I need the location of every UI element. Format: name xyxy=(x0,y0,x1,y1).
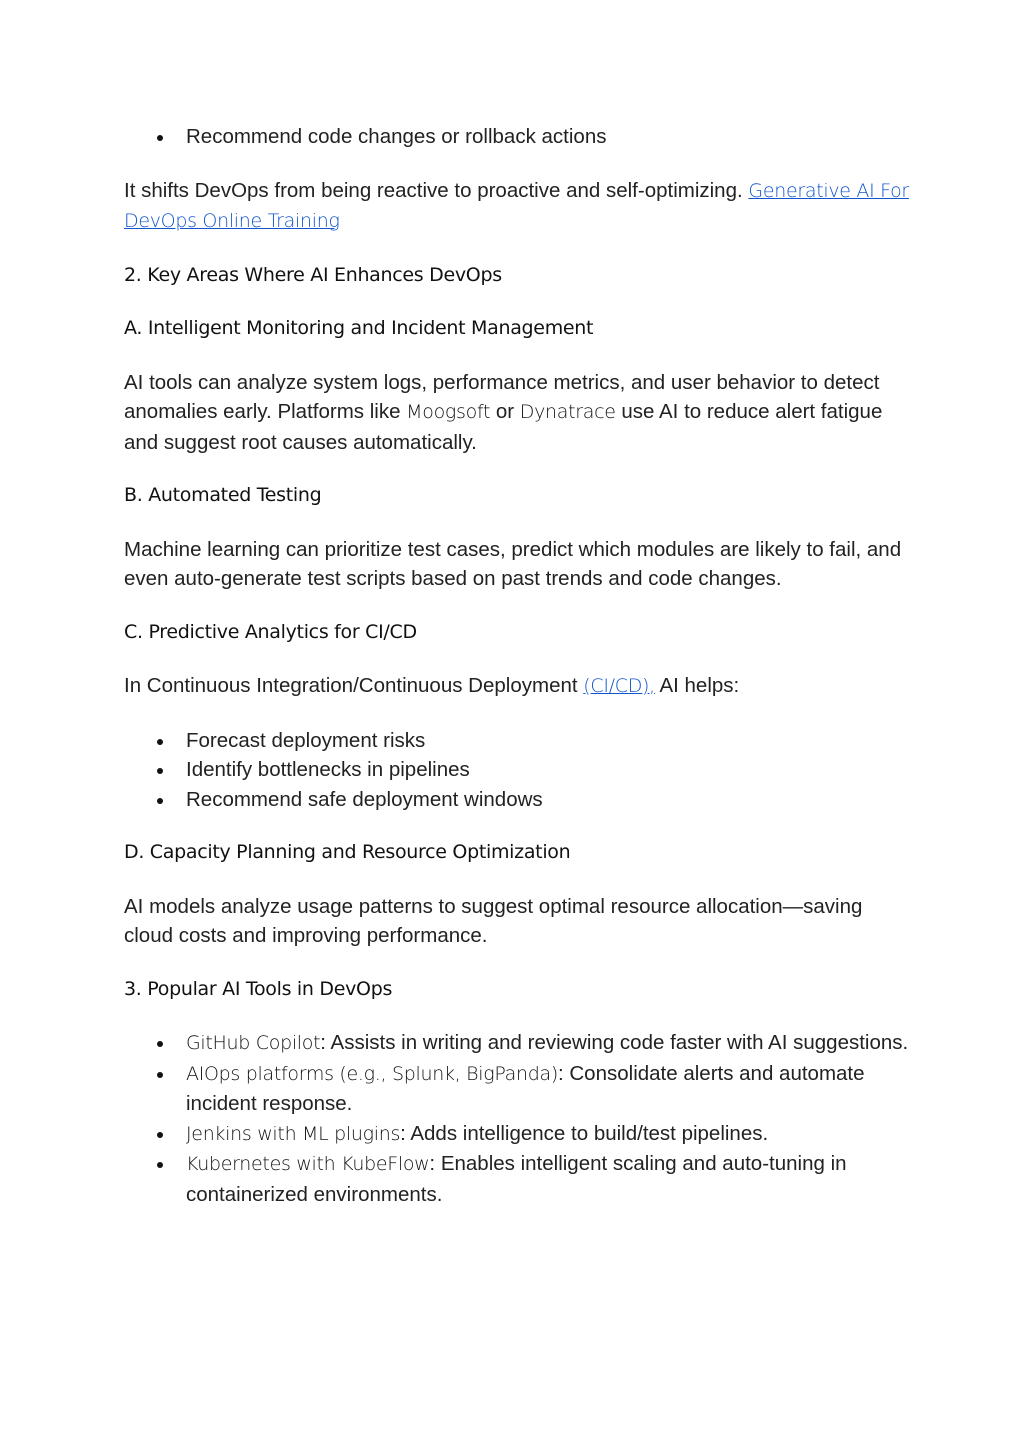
paragraph-text: It shifts DevOps from being reactive to proactive and self-optimizing. xyxy=(124,178,749,202)
section-2a-heading: A. Intelligent Monitoring and Incident Management xyxy=(124,317,594,339)
tool-description: : Assists in writing and reviewing code faster with AI suggestions. xyxy=(320,1031,909,1054)
section-2b-heading: B. Automated Testing xyxy=(124,484,322,506)
paragraph-text: AI tools can analyze system logs, performance metrics, and user behavior to detect anomalies early. Platforms like xyxy=(124,370,880,423)
ci-cd-bullet-list xyxy=(124,726,914,815)
tool-name: Jenkins with ML plugins xyxy=(186,1122,401,1145)
tool-name: GitHub Copilot xyxy=(186,1032,321,1054)
tool-description: : Consolidate alerts and automate incident response. xyxy=(186,1061,865,1115)
training-link[interactable]: Generative AI For DevOps Online Training xyxy=(124,179,909,232)
paragraph-text: In Continuous Integration/Continuous Deployment xyxy=(124,674,584,697)
ci-cd-link[interactable]: (CI/CD), xyxy=(583,675,655,697)
tool-description: : Adds intelligence to build/test pipelines. xyxy=(400,1121,769,1145)
tool-name: Kubernetes with KubeFlow xyxy=(186,1153,430,1175)
section-2d-paragraph: AI models analyze usage patterns to suggest optimal resource allocation—saving cloud costs and improving performance. xyxy=(124,894,863,947)
section-2c-paragraph xyxy=(124,671,914,702)
section-2-heading: 2. Key Areas Where AI Enhances DevOps xyxy=(124,263,502,286)
list-item: Identify bottlenecks in pipelines xyxy=(186,755,914,785)
intro-paragraph xyxy=(124,176,914,237)
section-2c-heading: C. Predictive Analytics for CI/CD xyxy=(124,620,417,643)
section-3-heading: 3. Popular AI Tools in DevOps xyxy=(124,977,393,1000)
section-2a-paragraph xyxy=(124,368,914,458)
section-2b-paragraph: Machine learning can prioritize test cases, predict which modules are likely to fail, and even auto-generate test scripts based on past trends and code changes. xyxy=(124,537,902,590)
ai-tools-bullet-list xyxy=(124,1028,914,1209)
section-2d-heading: D. Capacity Planning and Resource Optimization xyxy=(124,841,571,863)
list-item xyxy=(186,1119,914,1150)
tool-name-dynatrace: Dynatrace xyxy=(519,401,616,423)
list-item xyxy=(186,1149,914,1209)
tool-description: : Enables intelligent scaling and auto-tuning in containerized environments. xyxy=(186,1152,847,1206)
paragraph-text: use AI to reduce alert fatigue and suggest root causes automatically. xyxy=(124,400,883,454)
tool-name-moogsoft: Moogsoft xyxy=(406,401,491,423)
list-item xyxy=(186,1059,914,1119)
paragraph-text: or xyxy=(490,400,520,423)
list-item: Recommend safe deployment windows xyxy=(186,785,914,815)
intro-bullet-list xyxy=(124,122,914,152)
document-page xyxy=(124,122,914,1209)
list-item: Recommend code changes or rollback actions xyxy=(186,122,914,152)
list-item: Forecast deployment risks xyxy=(186,726,914,756)
paragraph-text: AI helps: xyxy=(654,674,740,697)
tool-name: AIOps platforms (e.g., Splunk, BigPanda) xyxy=(186,1062,558,1085)
list-item xyxy=(186,1028,914,1059)
